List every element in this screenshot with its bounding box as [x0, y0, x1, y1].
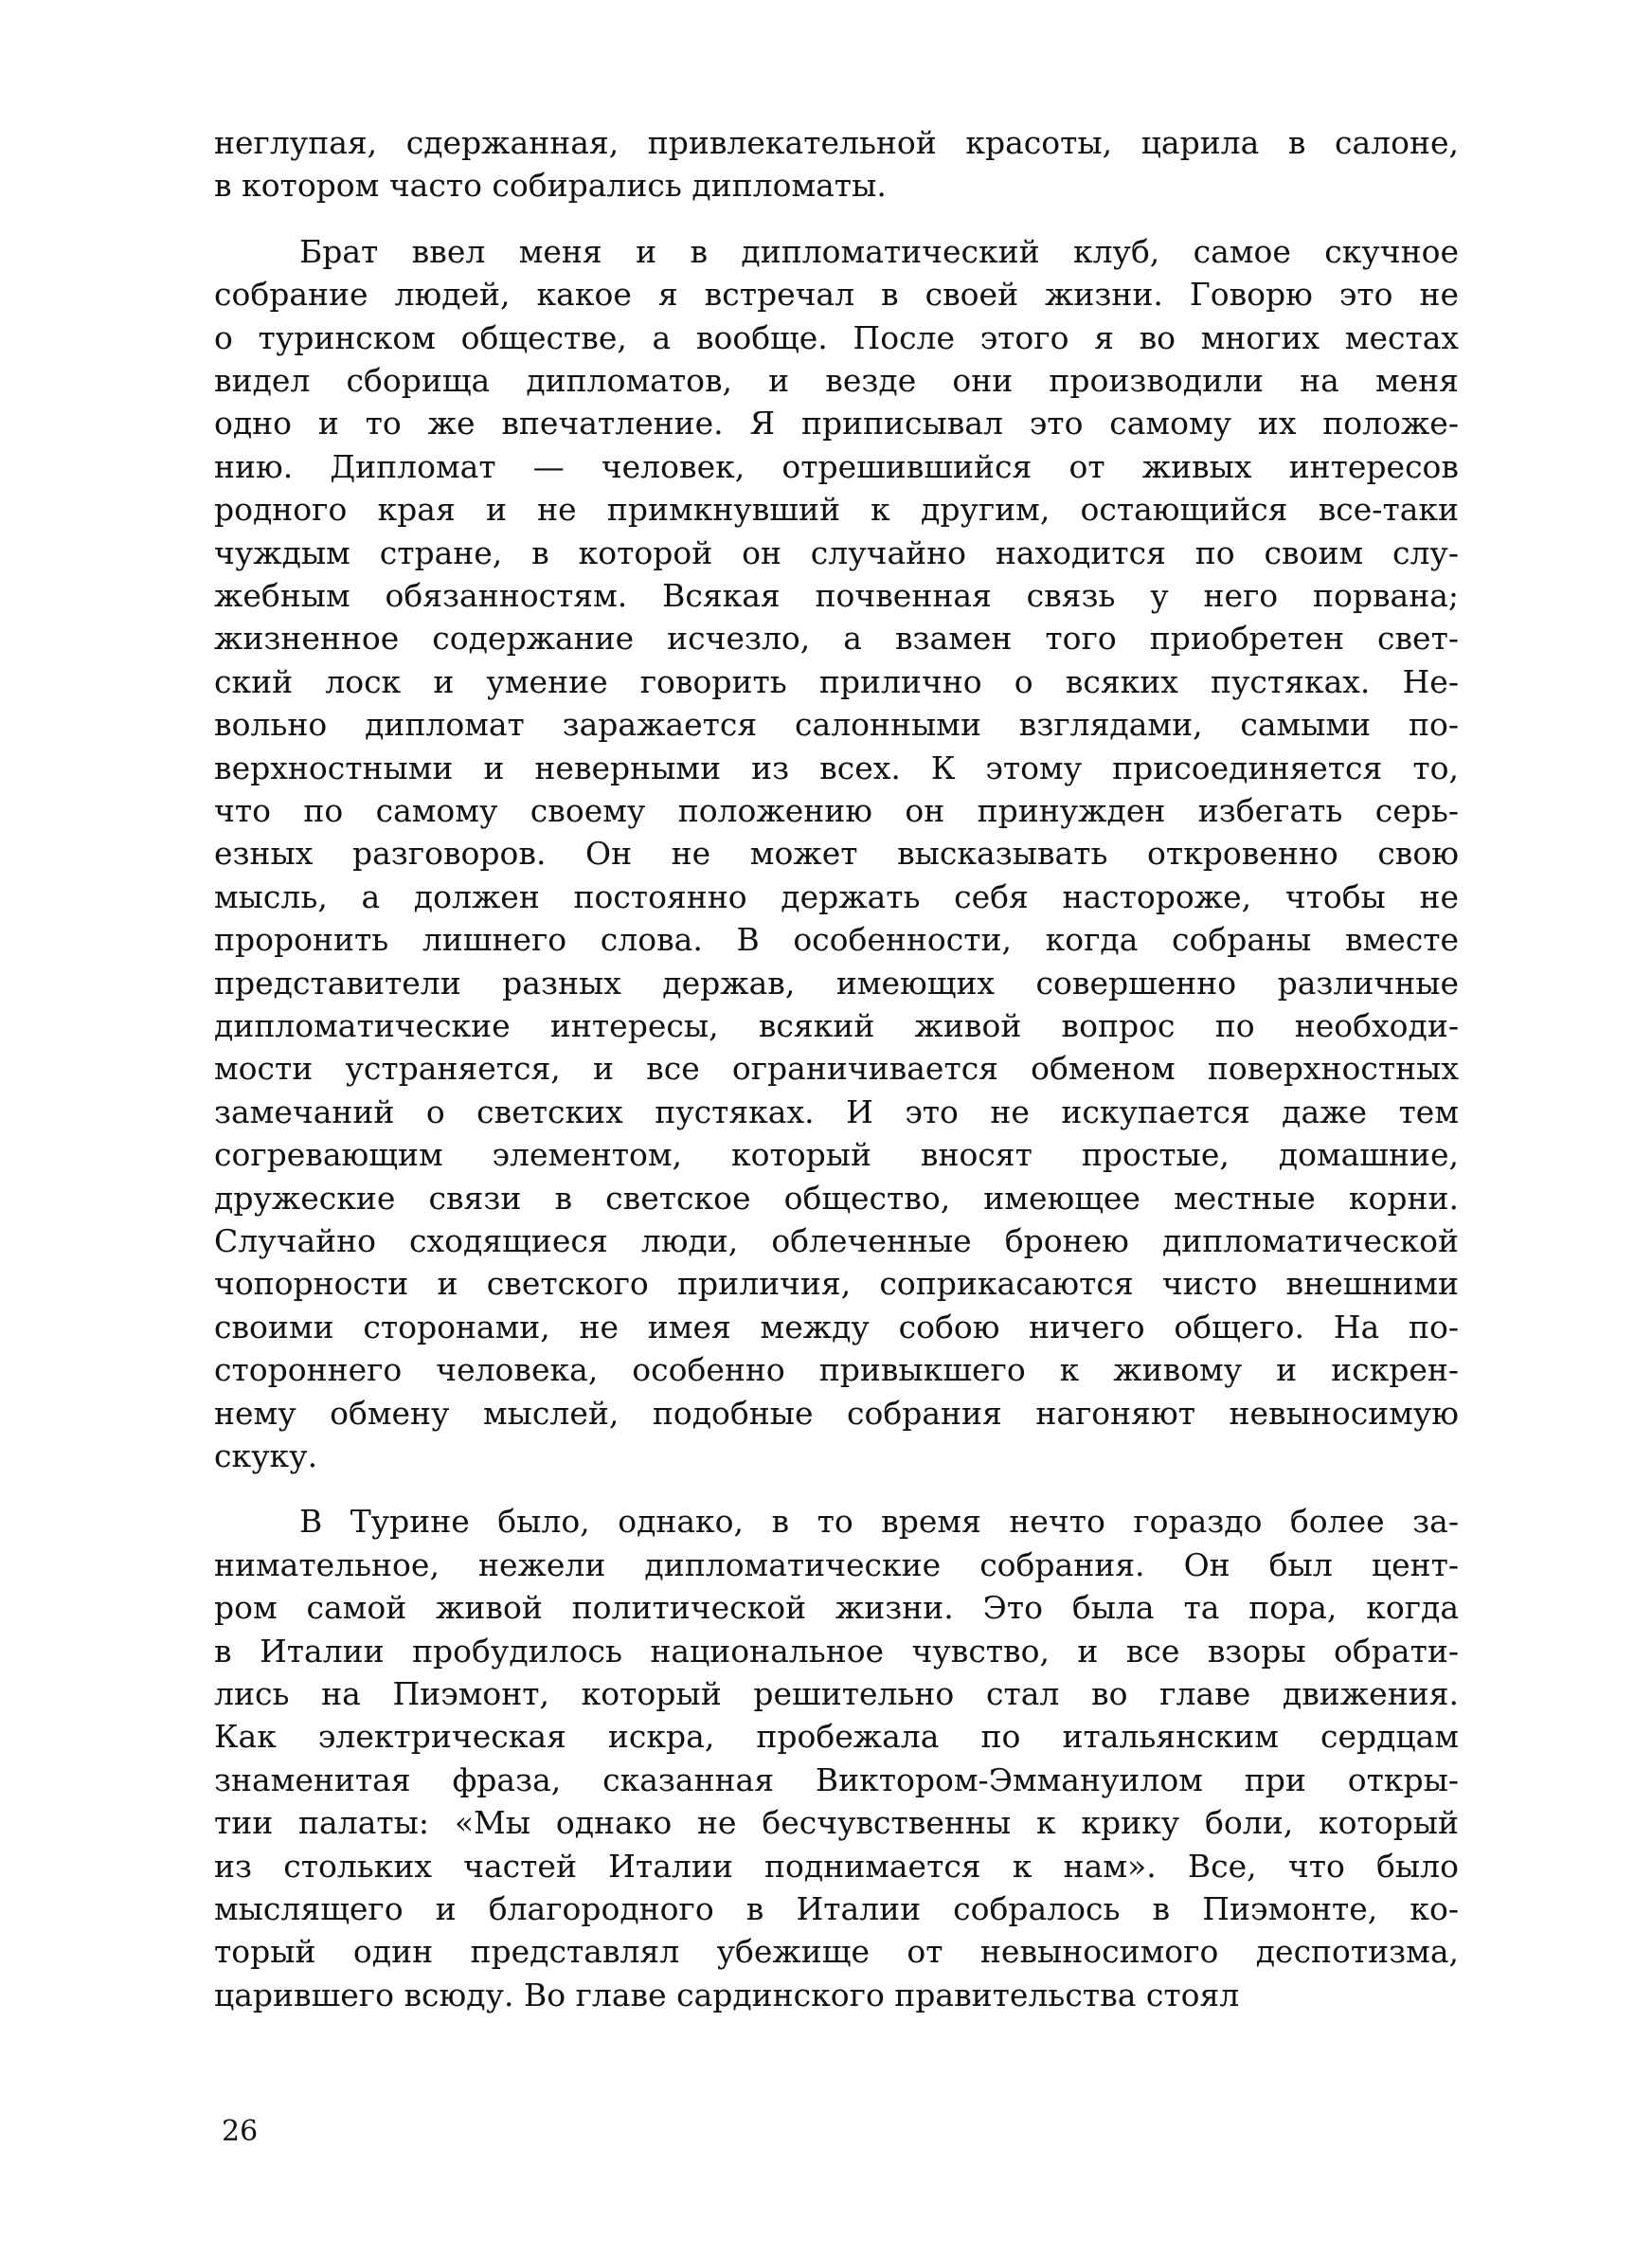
text-line: видел сборища дипломатов, и везде они производили на меня [214, 362, 1459, 399]
text-line: верхностными и неверными из всех. К этому присоединяется то, [214, 749, 1459, 786]
page-number: 26 [222, 2115, 259, 2148]
text-line: в Италии пробудилось национальное чувство, и все взоры обрати- [214, 1633, 1459, 1670]
text-line: собрание людей, какое я встречал в своей жизни. Говорю это не [214, 276, 1459, 313]
text-line: чопорности и светского приличия, соприкасаются чисто внешними [214, 1265, 1459, 1302]
text-line: что по самому своему положению он принужден избегать серь- [214, 792, 1459, 829]
text-line: о туринском обществе, а вообще. После этого я во многих местах [214, 319, 1459, 356]
text-line: Случайно сходящиеся люди, облеченные бронею дипломатической [214, 1222, 1459, 1259]
text-line: царившего всюду. Во главе сардинского правительства стоял [214, 1977, 1240, 2013]
text-line: проронить лишнего слова. В особенности, когда собраны вместе [214, 921, 1459, 958]
text-line: мысль, а должен постоянно держать себя настороже, чтобы не [214, 878, 1459, 915]
text-line: дружеские связи в светское общество, имеющее местные корни. [214, 1180, 1459, 1217]
text-line: мыслящего и благородного в Италии собралось в Пиэмонте, ко- [214, 1890, 1459, 1927]
text-line: ский лоск и умение говорить прилично о всяких пустяках. Не- [214, 663, 1459, 700]
text-line: ром самой живой политической жизни. Это была та пора, когда [214, 1589, 1459, 1626]
text-line: своими сторонами, не имея между собою ничего общего. На по- [214, 1309, 1459, 1345]
text-line: Как электрическая искра, пробежала по итальянским сердцам [214, 1718, 1459, 1755]
text-line: чуждым стране, в которой он случайно находится по своим слу- [214, 534, 1459, 571]
text-line: вольно дипломат заражается салонными взглядами, самыми по- [214, 706, 1459, 743]
text-line: стороннего человека, особенно привыкшего к живому и искрен- [214, 1351, 1459, 1388]
text-line: нему обмену мыслей, подобные собрания нагоняют невыносимую [214, 1395, 1459, 1432]
text-line: жебным обязанностям. Всякая почвенная связь у него порвана; [214, 577, 1459, 614]
text-line: из стольких частей Италии поднимается к нам». Все, что было [214, 1848, 1459, 1885]
text-line: Брат ввел меня и в дипломатический клуб, самое скучное [299, 233, 1459, 270]
text-line: мости устраняется, и все ограничивается обменом поверхностных [214, 1050, 1459, 1087]
text-line: скуку. [214, 1437, 318, 1474]
text-line: езных разговоров. Он не может высказывать откровенно свою [214, 835, 1459, 872]
text-line: В Турине было, однако, в то время нечто гораздо более за- [299, 1503, 1459, 1540]
text-line: представители разных держав, имеющих совершенно различные [214, 965, 1459, 1002]
text-line: родного края и не примкнувший к другим, остающийся все-таки [214, 491, 1459, 528]
text-line: жизненное содержание исчезло, а взамен того приобретен свет- [214, 620, 1459, 657]
text-line: согревающим элементом, который вносят простые, домашние, [214, 1136, 1459, 1173]
text-line: неглупая, сдержанная, привлекательной красоты, царила в салоне, [214, 124, 1459, 161]
text-line: дипломатические интересы, всякий живой вопрос по необходи- [214, 1007, 1459, 1044]
text-line: в котором часто собирались дипломаты. [214, 167, 887, 204]
text-line: одно и то же впечатление. Я приписывал это самому их положе- [214, 405, 1459, 442]
text-line: лись на Пиэмонт, который решительно стал во главе движения. [214, 1675, 1459, 1712]
text-line: нимательное, нежели дипломатические собрания. Он был цент- [214, 1546, 1459, 1583]
text-line: замечаний о светских пустяках. И это не искупается даже тем [214, 1093, 1459, 1130]
text-line: торый один представлял убежище от невыносимого деспотизма, [214, 1933, 1459, 1970]
text-line: тии палаты: «Мы однако не бесчувственны к крику боли, который [214, 1804, 1459, 1841]
text-line: нию. Дипломат — человек, отрешившийся от живых интересов [214, 448, 1459, 485]
text-line: знаменитая фраза, сказанная Виктором-Эммануилом при откры- [214, 1761, 1459, 1798]
